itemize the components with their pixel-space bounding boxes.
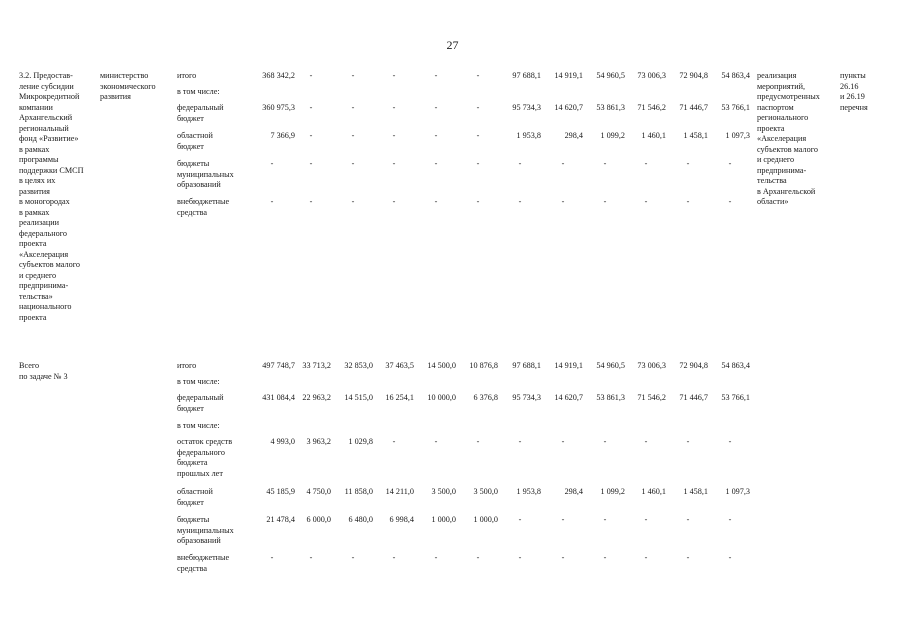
value-cell: 1 000,0 [473, 515, 498, 524]
value-cell: - [603, 515, 607, 524]
value-cell: - [309, 131, 313, 140]
value-cell: 1 458,1 [683, 487, 708, 496]
page-number: 27 [446, 38, 459, 52]
value-cell: - [392, 159, 396, 168]
value-cell: 14 620,7 [554, 103, 583, 112]
value-cell: - [561, 197, 565, 206]
value-cell: - [392, 553, 396, 562]
value-cell: 71 446,7 [679, 393, 708, 402]
executor: министерство экономического развития [100, 71, 156, 101]
row-label: итого [177, 71, 197, 80]
value-cell: 97 688,1 [512, 361, 541, 370]
value-cell: - [351, 197, 355, 206]
value-cell: 1 099,2 [600, 487, 625, 496]
value-cell: 45 185,9 [266, 487, 295, 496]
value-cell: - [392, 437, 396, 446]
value-cell: 71 546,2 [637, 103, 666, 112]
value-cell: - [686, 159, 690, 168]
value-cell: - [309, 553, 313, 562]
value-cell: 54 863,4 [721, 71, 750, 80]
value-cell: - [434, 103, 438, 112]
row-label: областной бюджет [177, 487, 213, 507]
value-cell: - [434, 159, 438, 168]
value-cell: - [309, 103, 313, 112]
value-cell: - [561, 553, 565, 562]
row-label: остаток средств федерального бюджета прошлых лет [177, 437, 233, 478]
value-cell: - [270, 553, 274, 562]
value-cell: - [518, 197, 522, 206]
value-cell: 1 000,0 [431, 515, 456, 524]
value-cell: - [351, 131, 355, 140]
value-cell: 11 858,0 [344, 487, 373, 496]
value-cell: 1 458,1 [683, 131, 708, 140]
value-cell: - [309, 159, 313, 168]
value-cell: 32 853,0 [344, 361, 373, 370]
row-label: бюджеты муниципальных образований [177, 515, 234, 545]
value-cell: 1 097,3 [725, 487, 750, 496]
value-cell: 97 688,1 [512, 71, 541, 80]
list-points: пункты 26.16 и 26.19 перечня [840, 71, 868, 112]
value-cell: - [561, 437, 565, 446]
value-cell: 53 766,1 [721, 393, 750, 402]
value-cell: 431 084,4 [262, 393, 295, 402]
value-cell: 298,4 [564, 131, 583, 140]
row-label: в том числе: [177, 87, 220, 96]
value-cell: 21 478,4 [266, 515, 295, 524]
value-cell: - [392, 197, 396, 206]
value-cell: 95 734,3 [512, 393, 541, 402]
row-label: федеральный бюджет [177, 103, 224, 123]
value-cell: - [309, 71, 313, 80]
value-cell: - [728, 159, 732, 168]
value-cell: - [518, 553, 522, 562]
value-cell: 1 460,1 [641, 131, 666, 140]
value-cell: 73 006,3 [637, 361, 666, 370]
row-label: в том числе: [177, 421, 220, 430]
value-cell: - [476, 103, 480, 112]
value-cell: 71 546,2 [637, 393, 666, 402]
value-cell: 16 254,1 [385, 393, 414, 402]
value-cell: - [392, 71, 396, 80]
value-cell: - [351, 553, 355, 562]
value-cell: 360 975,3 [262, 103, 295, 112]
row-label: в том числе: [177, 377, 220, 386]
value-cell: 54 960,5 [596, 361, 625, 370]
value-cell: 1 097,3 [725, 131, 750, 140]
value-cell: 4 993,0 [270, 437, 295, 446]
value-cell: - [518, 437, 522, 446]
value-cell: - [476, 437, 480, 446]
value-cell: 298,4 [564, 487, 583, 496]
value-cell: - [351, 71, 355, 80]
value-cell: 14 211,0 [385, 487, 414, 496]
value-cell: 7 366,9 [270, 131, 295, 140]
value-cell: - [644, 553, 648, 562]
value-cell: - [686, 437, 690, 446]
value-cell: - [728, 197, 732, 206]
value-cell: 6 000,0 [306, 515, 331, 524]
value-cell: 6 480,0 [348, 515, 373, 524]
value-cell: - [309, 197, 313, 206]
value-cell: - [392, 103, 396, 112]
expected-result: реализация мероприятий, предусмотренных паспортом регионального проекта «Акселерация субъектов малого и среднего предпринима- тельства в Архангельской области» [757, 71, 820, 206]
value-cell: - [476, 553, 480, 562]
value-cell: 73 006,3 [637, 71, 666, 80]
value-cell: 1 953,8 [516, 487, 541, 496]
value-cell: - [686, 197, 690, 206]
value-cell: 53 766,1 [721, 103, 750, 112]
row-label: внебюджетные средства [177, 197, 230, 217]
value-cell: 14 500,0 [427, 361, 456, 370]
value-cell: - [351, 103, 355, 112]
value-cell: 6 376,8 [473, 393, 498, 402]
value-cell: - [603, 553, 607, 562]
value-cell: 72 904,8 [679, 71, 708, 80]
value-cell: - [518, 515, 522, 524]
value-cell: 10 000,0 [427, 393, 456, 402]
row-label: федеральный бюджет [177, 393, 224, 413]
value-cell: 71 446,7 [679, 103, 708, 112]
value-cell: 497 748,7 [262, 361, 295, 370]
value-cell: - [270, 159, 274, 168]
value-cell: - [351, 159, 355, 168]
row-label: внебюджетные средства [177, 553, 230, 573]
value-cell: - [434, 437, 438, 446]
value-cell: 14 919,1 [554, 361, 583, 370]
value-cell: 54 960,5 [596, 71, 625, 80]
value-cell: - [476, 159, 480, 168]
value-cell: 368 342,2 [262, 71, 295, 80]
value-cell: - [603, 437, 607, 446]
row-label: областной бюджет [177, 131, 213, 151]
value-cell: - [728, 437, 732, 446]
value-cell: 53 861,3 [596, 103, 625, 112]
value-cell: 1 953,8 [516, 131, 541, 140]
value-cell: - [434, 131, 438, 140]
total-task-label: Всего по задаче № 3 [19, 361, 68, 381]
value-cell: - [728, 553, 732, 562]
value-cell: - [518, 159, 522, 168]
value-cell: - [686, 553, 690, 562]
value-cell: - [644, 159, 648, 168]
value-cell: - [644, 197, 648, 206]
value-cell: 14 515,0 [344, 393, 373, 402]
value-cell: 37 463,5 [385, 361, 414, 370]
value-cell: - [603, 197, 607, 206]
value-cell: 72 904,8 [679, 361, 708, 370]
measure-name: 3.2. Предостав- ление субсидии Микрокредитной компании Архангельский региональный фонд «Развитие» в рамках программы поддержки СМСП в целях их развития в моногородах в рамках реализации федерального проекта «Акселерация субъектов малого и среднего предпринима- тельства» национального проекта [19, 71, 84, 322]
value-cell: 4 750,0 [306, 487, 331, 496]
value-cell: - [561, 159, 565, 168]
value-cell: - [434, 197, 438, 206]
value-cell: 1 460,1 [641, 487, 666, 496]
value-cell: - [270, 197, 274, 206]
value-cell: 53 861,3 [596, 393, 625, 402]
value-cell: - [644, 515, 648, 524]
value-cell: - [392, 131, 396, 140]
value-cell: - [561, 515, 565, 524]
value-cell: - [476, 131, 480, 140]
value-cell: - [728, 515, 732, 524]
value-cell: - [476, 197, 480, 206]
value-cell: 22 963,2 [302, 393, 331, 402]
value-cell: - [686, 515, 690, 524]
value-cell: - [603, 159, 607, 168]
value-cell: - [434, 71, 438, 80]
value-cell: 3 963,2 [306, 437, 331, 446]
value-cell: 33 713,2 [302, 361, 331, 370]
value-cell: 6 998,4 [389, 515, 414, 524]
value-cell: 10 876,8 [469, 361, 498, 370]
value-cell: 95 734,3 [512, 103, 541, 112]
value-cell: 3 500,0 [473, 487, 498, 496]
value-cell: 1 099,2 [600, 131, 625, 140]
value-cell: 54 863,4 [721, 361, 750, 370]
value-cell: 14 620,7 [554, 393, 583, 402]
value-cell: - [644, 437, 648, 446]
row-label: итого [177, 361, 197, 370]
row-label: бюджеты муниципальных образований [177, 159, 234, 189]
value-cell: 14 919,1 [554, 71, 583, 80]
value-cell: - [434, 553, 438, 562]
value-cell: 1 029,8 [348, 437, 373, 446]
value-cell: 3 500,0 [431, 487, 456, 496]
value-cell: - [476, 71, 480, 80]
